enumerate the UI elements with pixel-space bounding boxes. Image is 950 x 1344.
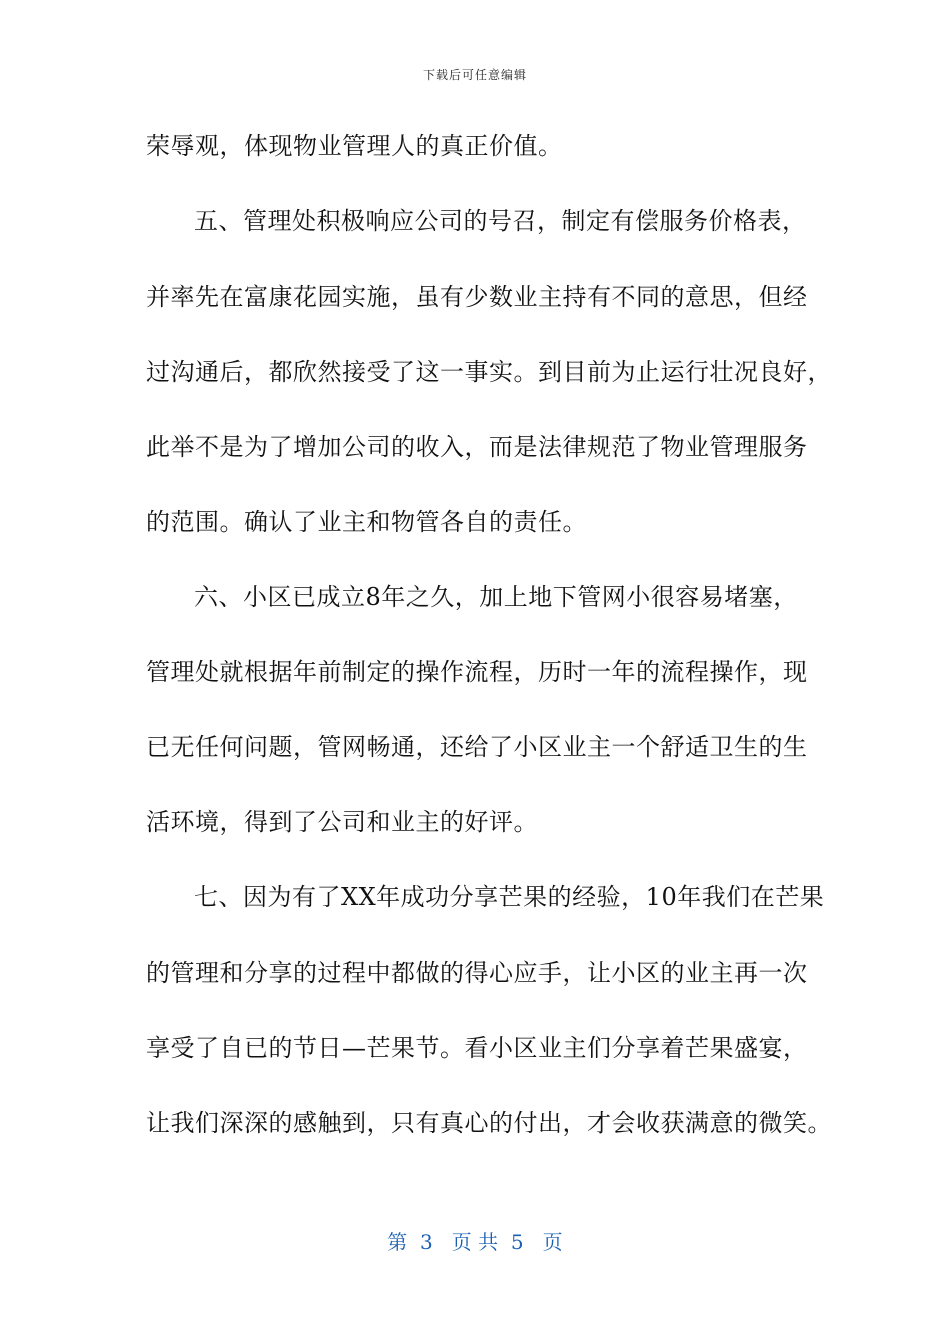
paragraph-line: 让我们深深的感触到，只有真心的付出，才会收获满意的微笑。 bbox=[146, 1109, 832, 1137]
paragraph-line: 五、管理处积极响应公司的号召，制定有偿服务价格表， bbox=[194, 207, 807, 235]
paragraph-line: 的范围。确认了业主和物管各自的责任。 bbox=[146, 508, 587, 536]
paragraph-line: 活环境，得到了公司和业主的好评。 bbox=[146, 808, 538, 836]
page-number-footer: 第 3 页 共 5 页 bbox=[387, 1230, 563, 1254]
paragraph-line: 七、因为有了XX年成功分享芒果的经验，10年我们在芒果 bbox=[194, 883, 825, 911]
paragraph-line: 已无任何问题，管网畅通，还给了小区业主一个舒适卫生的生 bbox=[146, 733, 808, 761]
paragraph-line: 六、小区已成立8年之久，加上地下管网小很容易堵塞， bbox=[194, 583, 798, 611]
paragraph-line: 的管理和分享的过程中都做的得心应手，让小区的业主再一次 bbox=[146, 959, 808, 987]
paragraph-line: 过沟通后，都欣然接受了这一事实。到目前为止运行壮况良好， bbox=[146, 358, 832, 386]
paragraph-line: 荣辱观，体现物业管理人的真正价值。 bbox=[146, 132, 563, 160]
paragraph-line: 此举不是为了增加公司的收入，而是法律规范了物业管理服务 bbox=[146, 433, 808, 461]
header-note: 下载后可任意编辑 bbox=[422, 68, 527, 82]
paragraph-line: 管理处就根据年前制定的操作流程，历时一年的流程操作，现 bbox=[146, 658, 808, 686]
paragraph-line: 享受了自已的节日—芒果节。看小区业主们分享着芒果盛宴， bbox=[146, 1034, 808, 1062]
paragraph-line: 并率先在富康花园实施，虽有少数业主持有不同的意思，但经 bbox=[146, 283, 808, 311]
